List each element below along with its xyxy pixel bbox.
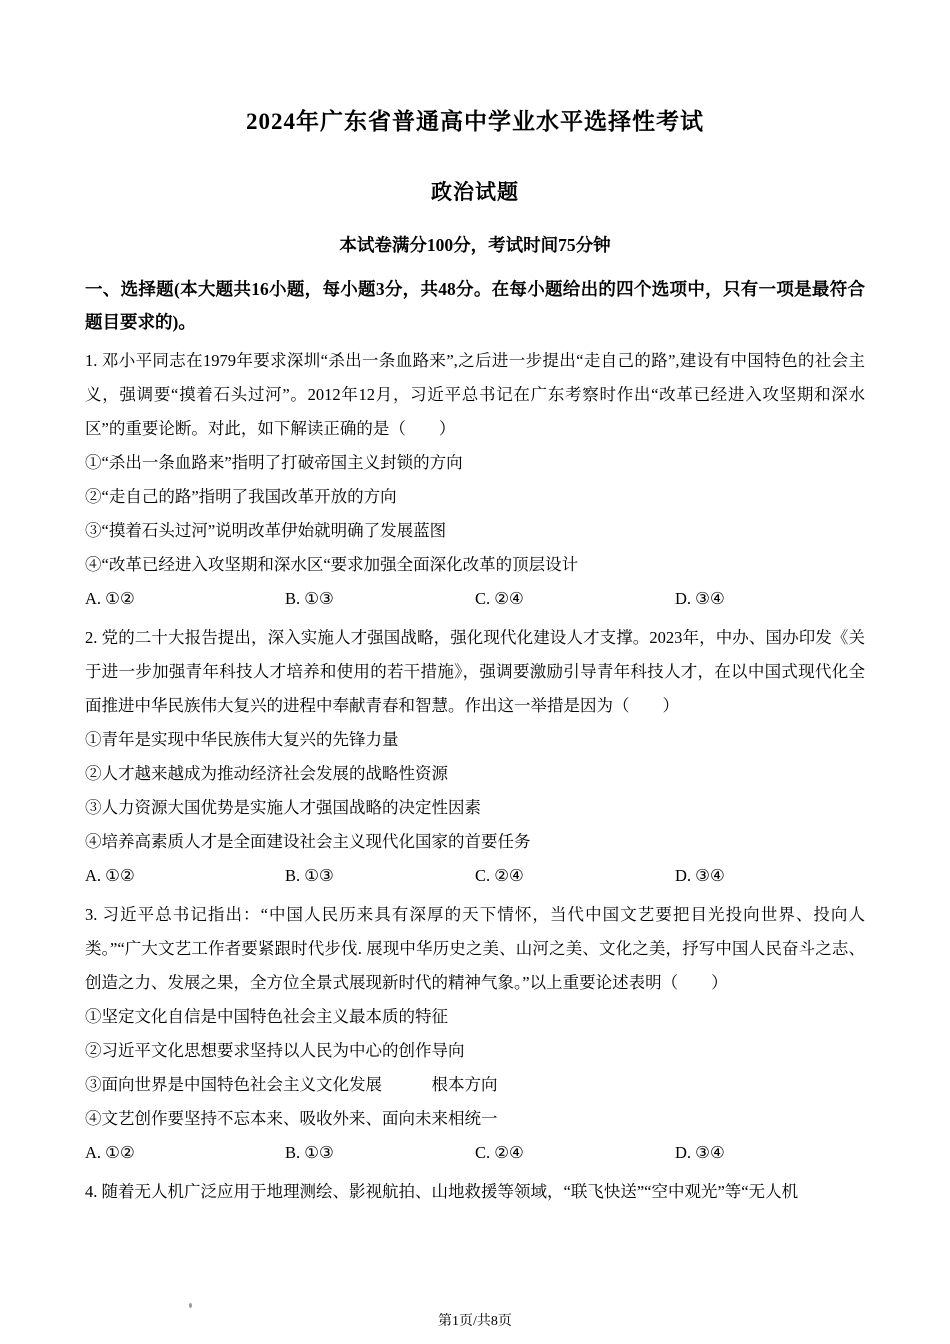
question-3-item-1: ①坚定文化自信是中国特色社会主义最本质的特征 bbox=[85, 1007, 448, 1026]
page-footer: 第1页/共8页 bbox=[438, 1314, 512, 1329]
question-3-option-c: C. ②④ bbox=[475, 1143, 524, 1162]
question-3-item-4: ④文艺创作要坚持不忘本来、吸收外来、面向未来相统一 bbox=[85, 1109, 498, 1128]
section-header: 一、选择题(本大题共16小题，每小题3分，共48分。在每小题给出的四个选项中，只有一项是最符合题目要求的)。 bbox=[85, 279, 865, 332]
question-3-item-3: ③面向世界是中国特色社会主义文化发展 根本方向 bbox=[85, 1075, 498, 1094]
question-3-item-2: ②习近平文化思想要求坚持以人民为中心的创作导向 bbox=[85, 1041, 465, 1060]
question-2-item-2: ②人才越来越成为推动经济社会发展的战略性资源 bbox=[85, 764, 448, 783]
question-3-option-b: B. ①③ bbox=[285, 1143, 334, 1162]
question-2-option-c: C. ②④ bbox=[475, 866, 524, 885]
question-1-option-b: B. ①③ bbox=[285, 589, 334, 608]
question-3-option-a: A. ①② bbox=[85, 1143, 135, 1162]
page-title: 2024年广东省普通高中学业水平选择性考试 bbox=[246, 109, 704, 134]
question-2 bbox=[85, 621, 865, 893]
question-1-stem: 1. 邓小平同志在1979年要求深圳“杀出一条血路来”,之后进一步提出“走自己的路”,建设有中国特色的社会主义，强调要“摸着石头过河”。2012年12月，习近平总书记在广东考察时作出“改革已经进入攻坚期和深水区”的重要论断。对此，如下解读正确的是（ ） bbox=[85, 351, 865, 438]
stray-print-mark bbox=[189, 1303, 192, 1308]
question-2-item-4: ④培养高素质人才是全面建设社会主义现代化国家的首要任务 bbox=[85, 832, 531, 851]
question-2-stem: 2. 党的二十大报告提出，深入实施人才强国战略，强化现代化建设人才支撑。2023年，中办、国办印发《关于进一步加强青年科技人才培养和使用的若干措施》，强调要激励引导青年科技人才，在以中国式现代化全面推进中华民族伟大复兴的进程中奉献青春和智慧。作出这一举措是因为（ ） bbox=[85, 628, 865, 715]
question-1-option-c: C. ②④ bbox=[475, 589, 524, 608]
exam-info: 本试卷满分100分，考试时间75分钟 bbox=[339, 235, 611, 255]
question-2-option-d: D. ③④ bbox=[675, 866, 725, 885]
question-1-option-d: D. ③④ bbox=[675, 589, 725, 608]
question-1-item-1: ①“杀出一条血路来”指明了打破帝国主义封锁的方向 bbox=[85, 453, 463, 472]
question-1-item-4: ④“改革已经进入攻坚期和深水区“要求加强全面深化改革的顶层设计 bbox=[85, 555, 579, 574]
question-4 bbox=[85, 1175, 865, 1209]
question-4-stem: 4. 随着无人机广泛应用于地理测绘、影视航拍、山地救援等领域，“联飞快送”“空中观光”等“无人机 bbox=[85, 1182, 799, 1201]
question-3-option-d: D. ③④ bbox=[675, 1143, 725, 1162]
question-2-item-1: ①青年是实现中华民族伟大复兴的先锋力量 bbox=[85, 730, 399, 749]
question-2-option-a: A. ①② bbox=[85, 866, 135, 885]
question-1 bbox=[85, 344, 865, 616]
question-3-options bbox=[85, 1136, 865, 1170]
question-2-option-b: B. ①③ bbox=[285, 866, 334, 885]
question-2-item-3: ③人力资源大国优势是实施人才强国战略的决定性因素 bbox=[85, 798, 481, 817]
question-2-options bbox=[85, 859, 865, 893]
question-1-item-3: ③“摸着石头过河”说明改革伊始就明确了发展蓝图 bbox=[85, 521, 447, 540]
question-1-item-2: ②“走自己的路”指明了我国改革开放的方向 bbox=[85, 487, 397, 506]
question-3 bbox=[85, 898, 865, 1170]
question-1-option-a: A. ①② bbox=[85, 589, 135, 608]
question-1-options bbox=[85, 582, 865, 616]
question-3-stem: 3. 习近平总书记指出：“中国人民历来具有深厚的天下情怀，当代中国文艺要把目光投向世界、投向人类。”“广大文艺工作者要紧跟时代步伐. 展现中华历史之美、山河之美、文化之美，抒写中国人民奋斗之志、创造之力、发展之果，全方位全景式展现新时代的精神气象。”以上重要论述表明（ ） bbox=[85, 905, 865, 992]
page-subtitle: 政治试题 bbox=[431, 180, 519, 204]
